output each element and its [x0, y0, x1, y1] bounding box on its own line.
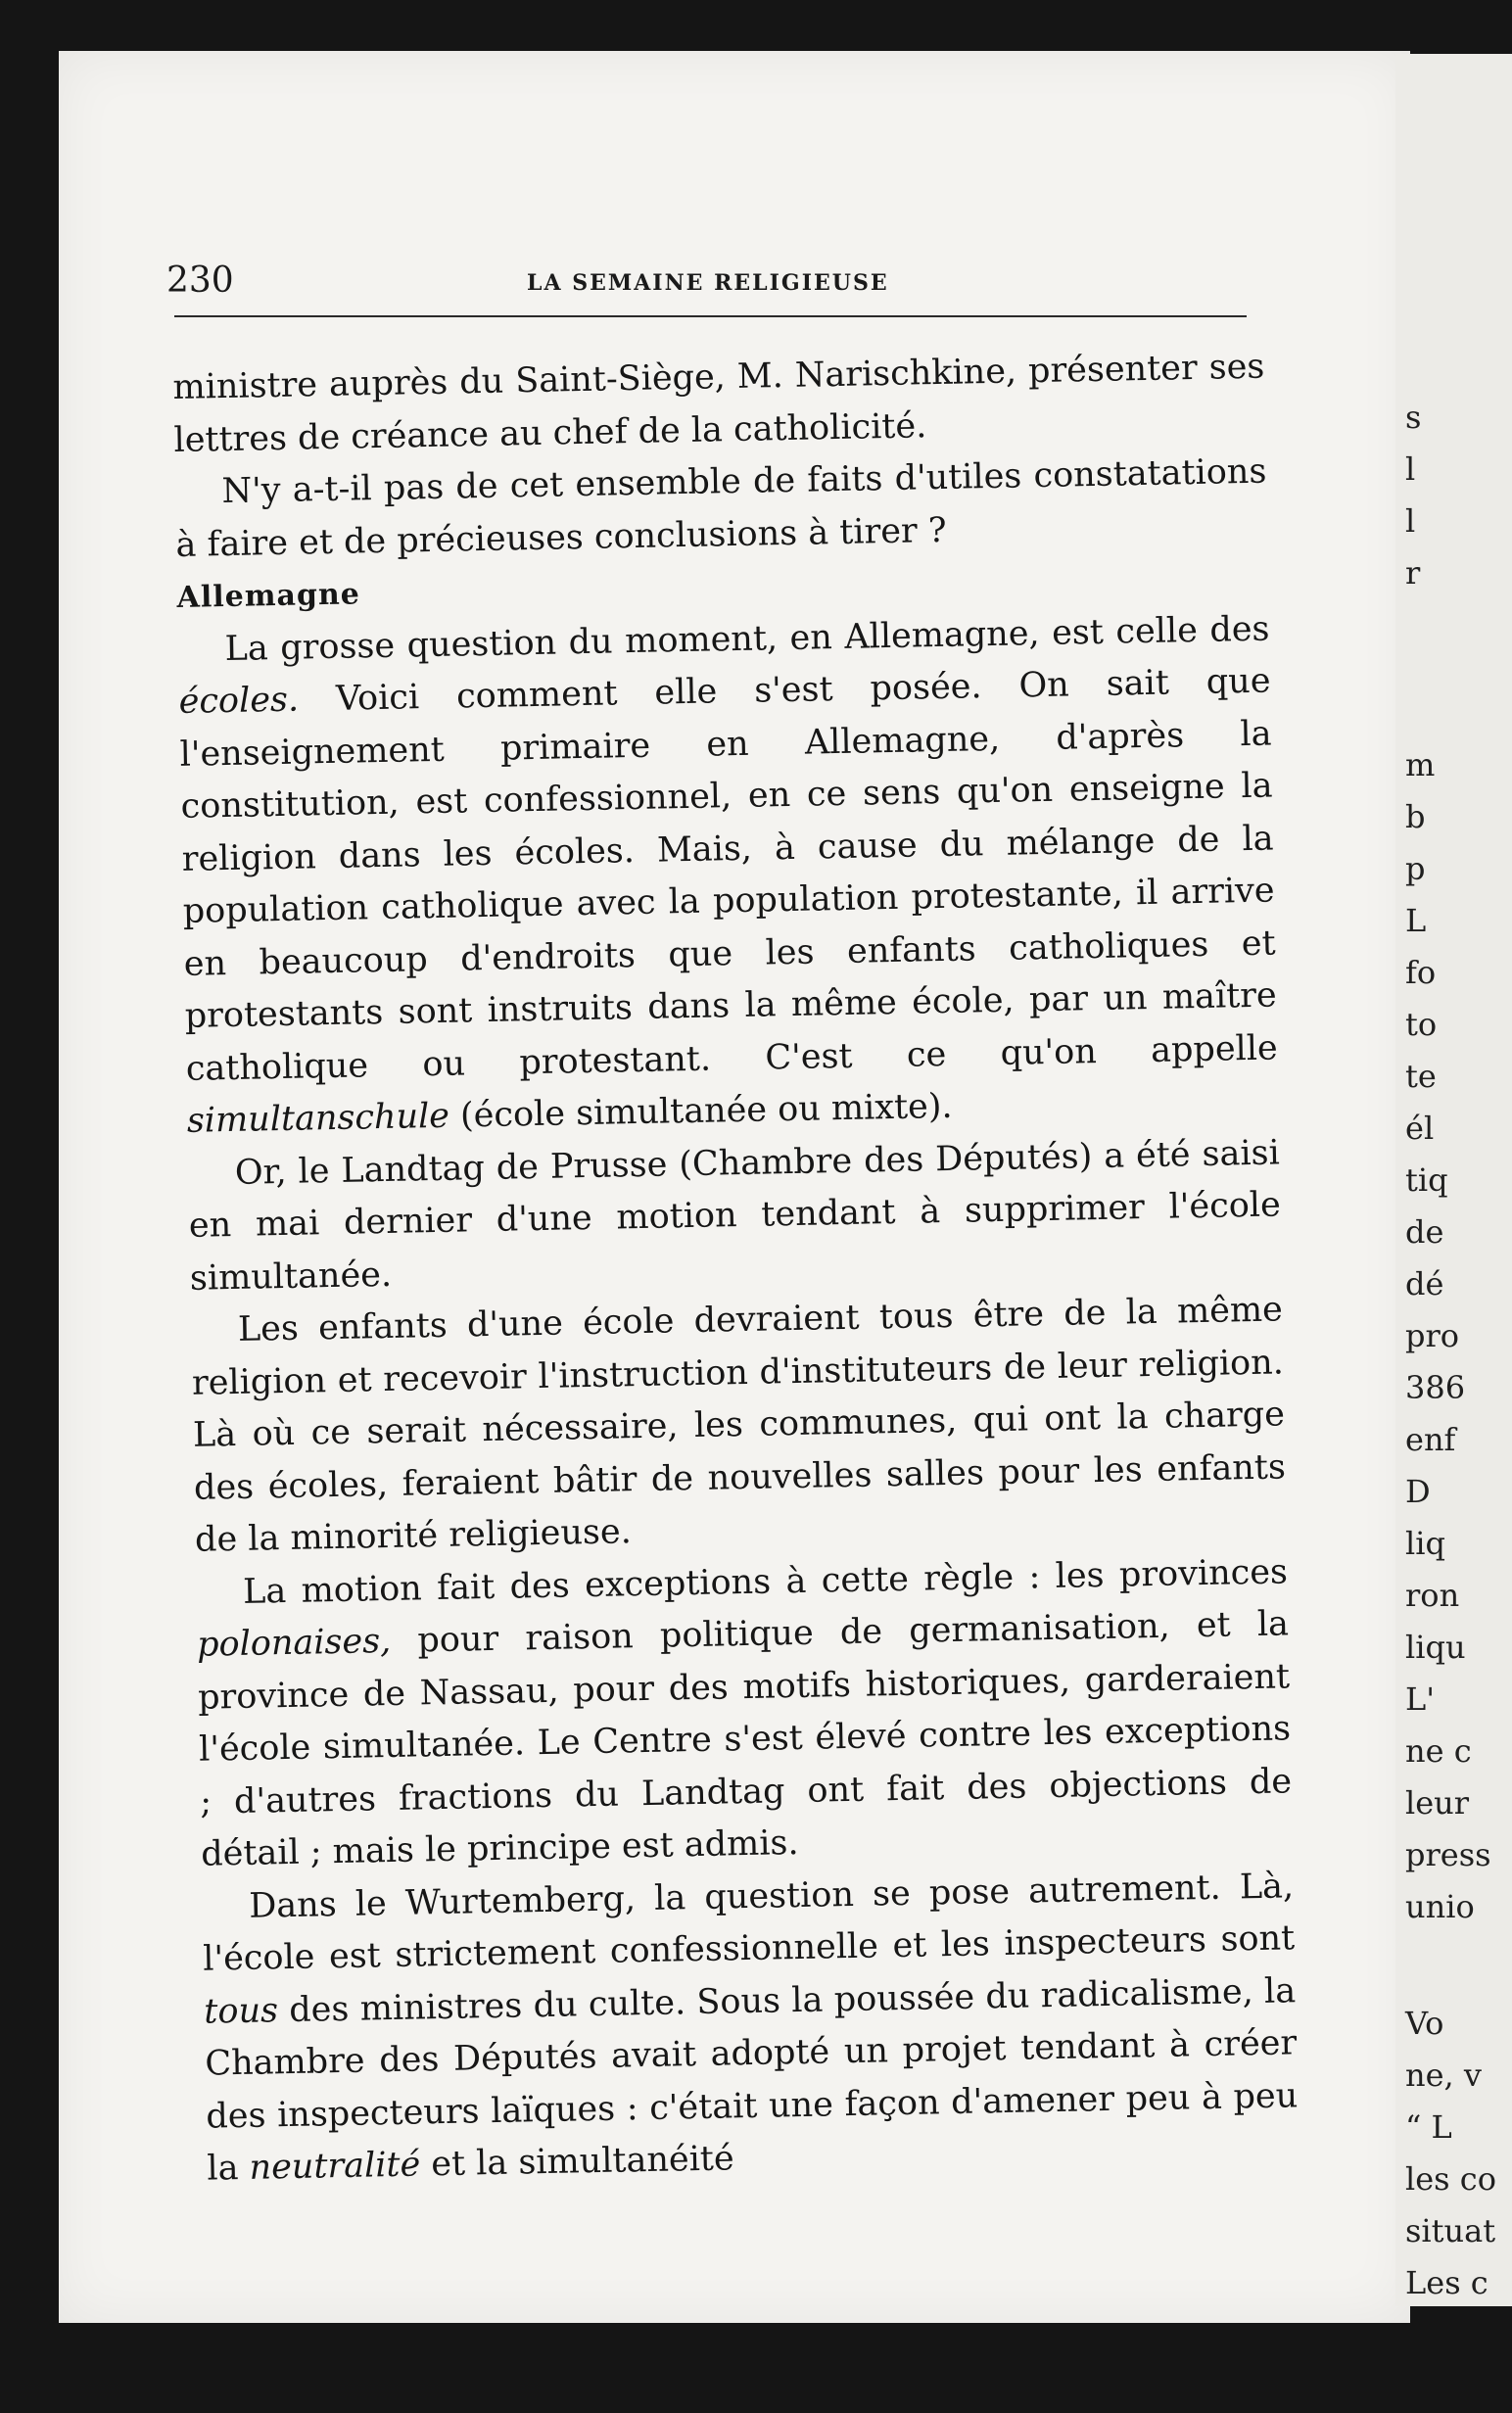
facing-page-fragment-line: de [1405, 1213, 1444, 1251]
paragraph-7-text-b: des ministres du culte. Sous la poussée du radicalisme, la Chambre des Députés avait adopté un projet tendant à créer des inspecteurs laïques : c'était une façon d'amener peu à peu la [204, 1970, 1299, 2189]
paragraph-7-italic-neutralite: neutralité [249, 2145, 421, 2188]
page-header [166, 260, 1244, 309]
facing-page-fragment-line: l [1405, 502, 1416, 540]
paragraph-6 [196, 1546, 1294, 1881]
facing-page-fragment-line: ne c [1405, 1732, 1472, 1770]
facing-page-fragment-line: “ L [1405, 2108, 1452, 2146]
facing-page-fragment-line: liq [1405, 1525, 1445, 1562]
paragraph-3-italic-simultanschule: simultanschule [186, 1096, 450, 1141]
paragraph-3-italic-ecoles: écoles. [178, 680, 300, 722]
paragraph-2: N'y a-t-il pas de cet ensemble de faits d'utiles constatations à faire et de précieuses conclusions à tirer ? [175, 451, 1267, 565]
facing-page-fragment-line: él [1405, 1110, 1435, 1147]
facing-page-fragment-line: leur [1405, 1784, 1470, 1822]
page-number: 230 [166, 260, 234, 301]
paragraph-7-italic-tous: tous [203, 1990, 279, 2032]
facing-page-fragment-line: les co [1405, 2160, 1496, 2198]
paragraph-7-text-a: Dans le Wurtemberg, la question se pose autrement. Là, l'école est strictement confessionnelle et les inspecteurs sont [202, 1866, 1296, 1979]
facing-page-fragment-line: liqu [1405, 1629, 1466, 1666]
facing-page-fragment-line: L' [1405, 1680, 1436, 1718]
facing-page-fragment-line: to [1405, 1006, 1438, 1043]
facing-page-fragment-block-1 [1405, 392, 1512, 599]
facing-page-fragment-line: l [1405, 450, 1416, 488]
paragraph-5: Les enfants d'une école devraient tous être de la même religion et recevoir l'instruction d'instituteurs de leur religion. Là où ce serait nécessaire, les communes, qui ont la charge des écoles, feraient bâtir de nouvelles salles pour les enfants de la minorité religieuse. [191, 1290, 1287, 1560]
paragraph-6-text-a: La motion fait des exceptions à cette règle : les provinces [242, 1551, 1289, 1612]
facing-page-fragment-line: tiq [1405, 1161, 1448, 1199]
facing-page-fragment-line: Vo [1405, 2005, 1444, 2042]
facing-page-fragment-line: L [1405, 902, 1427, 939]
facing-page-fragment-line: press [1405, 1836, 1491, 1873]
facing-page-fragment-line: fo [1405, 954, 1437, 991]
facing-page-fragment-line: enf [1405, 1421, 1456, 1458]
facing-page-fragment-line: s [1405, 399, 1422, 436]
paragraph-6-text-b: pour raison politique de germanisation, et la province de Nassau, pour des motifs historiques, garderaient l'école simultanée. Le Centre s'est élevé contre les exceptions ; d'autres fractions du Landtag ont fait des objections de détail ; mais le principe est admis. [197, 1604, 1293, 1874]
facing-page-fragment-line: dé [1405, 1265, 1444, 1302]
facing-page-fragment-line: m [1405, 746, 1436, 783]
running-title: LA SEMAINE RELIGIEUSE [527, 270, 889, 296]
paragraph-6-italic-polonaises: polonaises, [196, 1621, 392, 1665]
facing-page-fragment-block-3 [1405, 1998, 1512, 2306]
header-rule [174, 315, 1247, 317]
facing-page-fragment-line: situat [1405, 2212, 1496, 2249]
facing-page-fragment-line: pro [1405, 1317, 1460, 1354]
facing-page-edge [1395, 54, 1512, 2306]
paragraph-3-text-b: Voici comment elle s'est posée. On sait que l'enseignement primaire en Allemagne, d'après la constitution, est confessionnel, en ce sens qu'on enseigne la religion dans les écoles. Mais, à cause du mélange de la population catholique avec la population protestante, il arrive en beaucoup d'endroits que les enfants catholiques et protestants sont instruits dans la même école, par un maître catholique ou protestant. C'est ce qu'on appelle [179, 661, 1279, 1089]
facing-page-fragment-line: 386 [1405, 1369, 1466, 1406]
facing-page-fragment-line: r [1405, 554, 1421, 591]
body-text [172, 342, 1299, 2197]
paragraph-4: Or, le Landtag de Prusse (Chambre des Députés) a été saisi en mai dernier d'une motion tendant à supprimer l'école simultanée. [188, 1132, 1282, 1299]
facing-page-fragment-line: ron [1405, 1577, 1460, 1614]
facing-page-fragment-line: Les c [1405, 2264, 1488, 2301]
paragraph-7-text-c: et la simultanéité [419, 2139, 734, 2185]
section-heading: Allemagne [176, 577, 361, 615]
paragraph-3 [177, 603, 1279, 1148]
paragraph-3-text-a: La grosse question du moment, en Allemagne, est celle des [224, 609, 1270, 669]
paragraph-7 [202, 1861, 1299, 2196]
facing-page-fragment-block-2 [1405, 739, 1512, 1933]
facing-page-fragment-line: p [1405, 850, 1426, 887]
facing-page-fragment-line: D [1405, 1473, 1431, 1510]
facing-page-fragment-line: unio [1405, 1888, 1475, 1925]
facing-page-fragment-line: te [1405, 1058, 1437, 1095]
paragraph-1: ministre auprès du Saint-Siège, M. Narischkine, présenter ses lettres de créance au chef de la catholicité. [172, 347, 1265, 460]
paragraph-3-text-c: (école simultanée ou mixte). [449, 1086, 953, 1136]
facing-page-fragment-line: ne, v [1405, 2057, 1482, 2094]
facing-page-fragment-line: b [1405, 798, 1426, 835]
